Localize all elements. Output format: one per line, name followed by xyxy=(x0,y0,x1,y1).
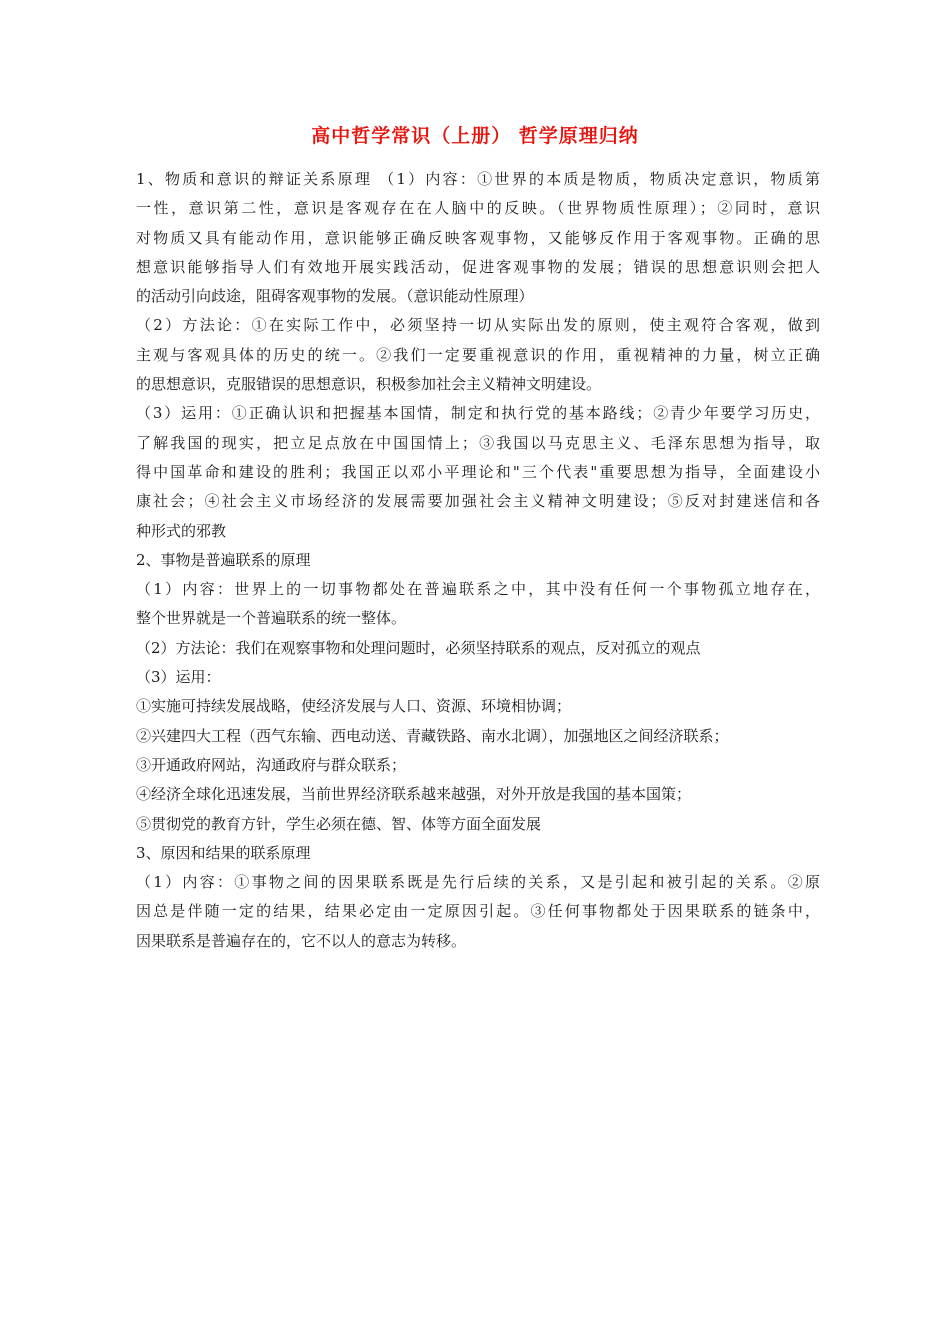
text-line: 康社会；④社会主义市场经济的发展需要加强社会主义精神文明建设；⑤反对封建迷信和各 xyxy=(136,492,820,511)
text-line: 的活动引向歧途，阻碍客观事物的发展。（意识能动性原理） xyxy=(136,287,534,306)
text-line: 3、原因和结果的联系原理 xyxy=(136,843,311,862)
text-line: 主观与客观具体的历史的统一。②我们一定要重视意识的作用，重视精神的力量，树立正确 xyxy=(136,345,820,364)
text-line: 一性，意识第二性，意识是客观存在在人脑中的反映。（世界物质性原理）；②同时，意识 xyxy=(136,199,820,218)
document-body xyxy=(136,165,820,956)
text-line: ①实施可持续发展战略，使经济发展与人口、资源、环境相协调； xyxy=(136,697,572,716)
text-line: 种形式的邪教 xyxy=(136,521,227,540)
text-line: 1、物质和意识的辩证关系原理 （1）内容：①世界的本质是物质，物质决定意识，物质第 xyxy=(136,170,820,188)
text-line: 2、事物是普遍联系的原理 xyxy=(136,550,311,569)
text-line: 想意识能够指导人们有效地开展实践活动，促进客观事物的发展；错误的思想意识则会把人 xyxy=(136,257,820,276)
text-line: （2）方法论：我们在观察事物和处理问题时，必须坚持联系的观点，反对孤立的观点 xyxy=(136,638,701,657)
text-line: （2）方法论：①在实际工作中，必须坚持一切从实际出发的原则，使主观符合客观，做到 xyxy=(136,316,820,335)
text-line: ③开通政府网站，沟通政府与群众联系； xyxy=(136,755,407,774)
text-line: （1）内容：①事物之间的因果联系既是先行后续的关系，又是引起和被引起的关系。②原 xyxy=(136,873,820,892)
text-line: （3）运用： xyxy=(136,668,221,687)
text-line: 得中国革命和建设的胜利；我国正以邓小平理论和"三个代表"重要思想为指导，全面建设小 xyxy=(136,462,820,481)
text-line: （3）运用：①正确认识和把握基本国情，制定和执行党的基本路线；②青少年要学习历史， xyxy=(136,404,820,423)
text-line: 的思想意识，克服错误的思想意识，积极参加社会主义精神文明建设。 xyxy=(136,375,602,394)
text-line: 对物质又具有能动作用，意识能够正确反映客观事物，又能够反作用于客观事物。正确的思 xyxy=(136,228,820,247)
text-line: 了解我国的现实，把立足点放在中国国情上；③我国以马克思主义、毛泽东思想为指导，取 xyxy=(136,433,820,452)
document-title: 高中哲学常识（上册） 哲学原理归纳 xyxy=(311,125,639,147)
text-line: ④经济全球化迅速发展，当前世界经济联系越来越强，对外开放是我国的基本国策； xyxy=(136,785,692,804)
text-line: 因总是伴随一定的结果，结果必定由一定原因引起。③任何事物都处于因果联系的链条中， xyxy=(136,902,820,921)
text-line: ②兴建四大工程（西气东输、西电动送、青藏铁路、南水北调），加强地区之间经济联系； xyxy=(136,726,729,745)
text-line: （1）内容：世界上的一切事物都处在普遍联系之中，其中没有任何一个事物孤立地存在， xyxy=(136,580,820,599)
text-line: ⑤贯彻党的教育方针，学生必须在德、智、体等方面全面发展 xyxy=(136,814,542,833)
text-line: 整个世界就是一个普遍联系的统一整体。 xyxy=(136,609,407,628)
text-line: 因果联系是普遍存在的，它不以人的意志为转移。 xyxy=(136,931,467,950)
